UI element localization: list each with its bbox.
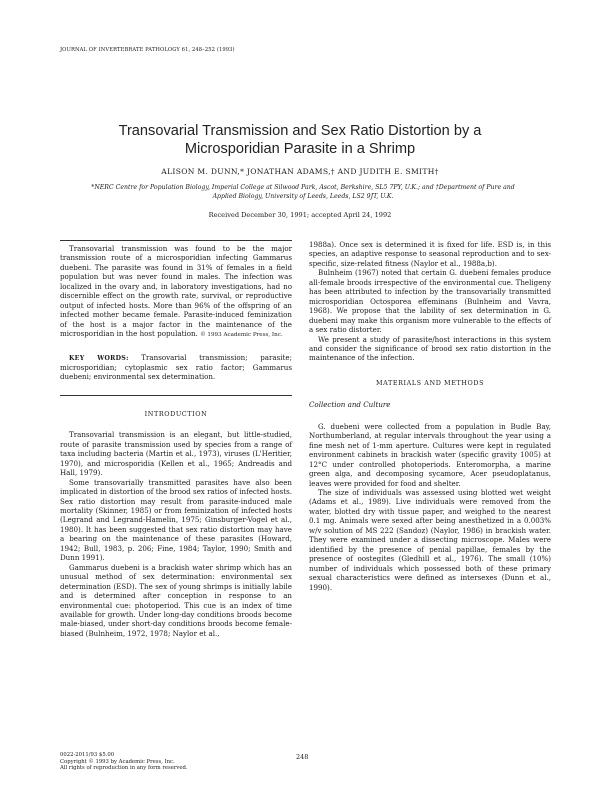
page-number: 248 (296, 753, 309, 761)
body-paragraph: Gammarus duebeni is a brackish water shrimp which has an unusual method of sex determination: environmental sex determination (ESD). The sex of young shrimps is initially labile and is determined after conception in response to an environmental cue: photoperiod. This cue is an index of time available for growth. Under long-day conditions broods become male-biased, under short-day conditions broods become female-biased (Bulnheim, 1972, 1978; Naylor et al., (60, 562, 292, 638)
section-heading-methods: MATERIALS AND METHODS (375, 378, 485, 387)
abstract-bottom-rule (60, 395, 292, 396)
journal-reference: JOURNAL OF INVERTEBRATE PATHOLOGY 61, 248–252 (1993) (60, 47, 235, 53)
copyright-footer (60, 752, 188, 772)
section-heading-introduction: INTRODUCTION (144, 409, 208, 418)
keywords (60, 353, 292, 388)
abstract-copyright: © 1993 Academic Press, Inc. (200, 332, 283, 339)
body-paragraph: 1988a). Once sex is determined it is fixed for life. ESD is, in this species, an adaptive response to seasonal reproduction and to sex-specific, size-related fitness (Naylor et al., 1988a,b). (309, 240, 551, 268)
received-date: Received December 30, 1991; accepted April 24, 1992 (208, 211, 392, 219)
keywords-label: KEY WORDS: (69, 354, 129, 362)
affiliations: *NERC Centre for Population Biology, Imperial College at Silwood Park, Ascot, Berkshire, SL5 7PY, U.K.; and †Department of Pure and Applied Biology, University of Leeds, Leeds, LS2 9JT, U.K. (91, 184, 515, 200)
author-list: ALISON M. DUNN,* JONATHAN ADAMS,† AND JUDITH E. SMITH† (161, 167, 439, 176)
body-paragraph: G. duebeni were collected from a population in Budle Bay, Northumberland, at regular intervals throughout the year using a fine mesh net of 1-mm aperture. Cultures were kept in regulated environment cabinets in brackish water (specific gravity 1005) at 12°C under controlled photoperiods. Enteromorpha, a marine green alga, and decomposing sycamore, Acer pseudoplatanus, leaves were provided for food and shelter. (309, 421, 551, 488)
right-column (309, 240, 551, 592)
body-paragraph: Some transovarially transmitted parasites have also been implicated in distortion of the brood sex ratios of infected hosts. Sex ratio distortion may result from parasite-induced male mortality (Skinner, 1985) or from feminization of infected hosts (Legrand and Legrand-Hamelin, 1975; Ginsburger-Vogel et al., 1980). It has been suggested that sex ratio distortion may have a bearing on the maintenance of these parasites (Howard, 1942; Bull, 1983, p. 206; Fine, 1984; Taylor, 1990; Smith and Dunn 1991). (60, 477, 292, 563)
left-column (60, 240, 292, 638)
body-paragraph: Bulnheim (1967) noted that certain G. duebeni females produce all-female broods irrespective of the environmental cue. Theligeny has been attributed to infection by the transovarially transmitted microsporidian Octosporea effeminans (Bulnheim and Vavra, 1968). We propose that the lability of sex determination in G. duebeni may make this organism more vulnerable to the effects of a sex ratio distorter. (309, 268, 551, 335)
body-paragraph: The size of individuals was assessed using blotted wet weight (Adams et al., 1989). Live individuals were removed from the water, blotted dry with tissue paper, and weighed to the nearest 0.1 mg. Animals were sexed after being anesthetized in a 0.003% w/v solution of MS 222 (Sandoz) (Naylor, 1986) in brackish water. They were examined under a dissecting microscope. Males were identified by the presence of penial papillae, females by the presence of oostegites (Gledhill et al., 1976). The small (10%) number of individuals which possessed both of these primary sexual characteristics were defined as intersexes (Dunn et al., 1990). (309, 487, 551, 592)
footer-copyright: Copyright © 1993 by Academic Press, Inc. (60, 758, 175, 765)
footer-rights: All rights of reproduction in any form reserved. (60, 765, 188, 772)
title-line: Transovarial Transmission and Sex Ratio Distortion by a (118, 123, 482, 139)
article-title (60, 122, 540, 158)
abstract-text: Transovarial transmission was found to be the major transmission route of a microsporidian infecting Gammarus duebeni. The parasite was found in 31% of females in a field population but was never found in males. The infection was localized in the ovary and, in laboratory investigations, had no discernible effect on the growth rate, survival, or reproductive output of infected hosts. More than 96% of the offspring of an infected mother became female. Parasite-induced feminization of the host is a major factor in the maintenance of the microsporidian in the host population. (60, 244, 292, 339)
body-paragraph: Transovarial transmission is an elegant, but little-studied, route of parasite transmission used by species from a range of taxa including bacteria (Martin et al., 1973), viruses (L'Heritier, 1970), and microsporidia (Kellen et al., 1965; Andreadis and Hall, 1979). (60, 430, 292, 478)
footer-issn: 0022-2011/93 $5.00 (60, 752, 115, 758)
keywords-text: Transovarial transmission; parasite; microsporidian; cytoplasmic sex ratio factor; Gammarus duebeni; environmental sex determination. (60, 352, 292, 382)
body-paragraph: We present a study of parasite/host interactions in this system and consider the significance of brood sex ratio distortion in the maintenance of the infection. (309, 334, 551, 363)
abstract-top-rule (60, 240, 292, 241)
abstract (60, 244, 292, 348)
title-line: Microsporidian Parasite in a Shrimp (184, 141, 416, 157)
subsection-heading-collection: Collection and Culture (309, 400, 391, 410)
